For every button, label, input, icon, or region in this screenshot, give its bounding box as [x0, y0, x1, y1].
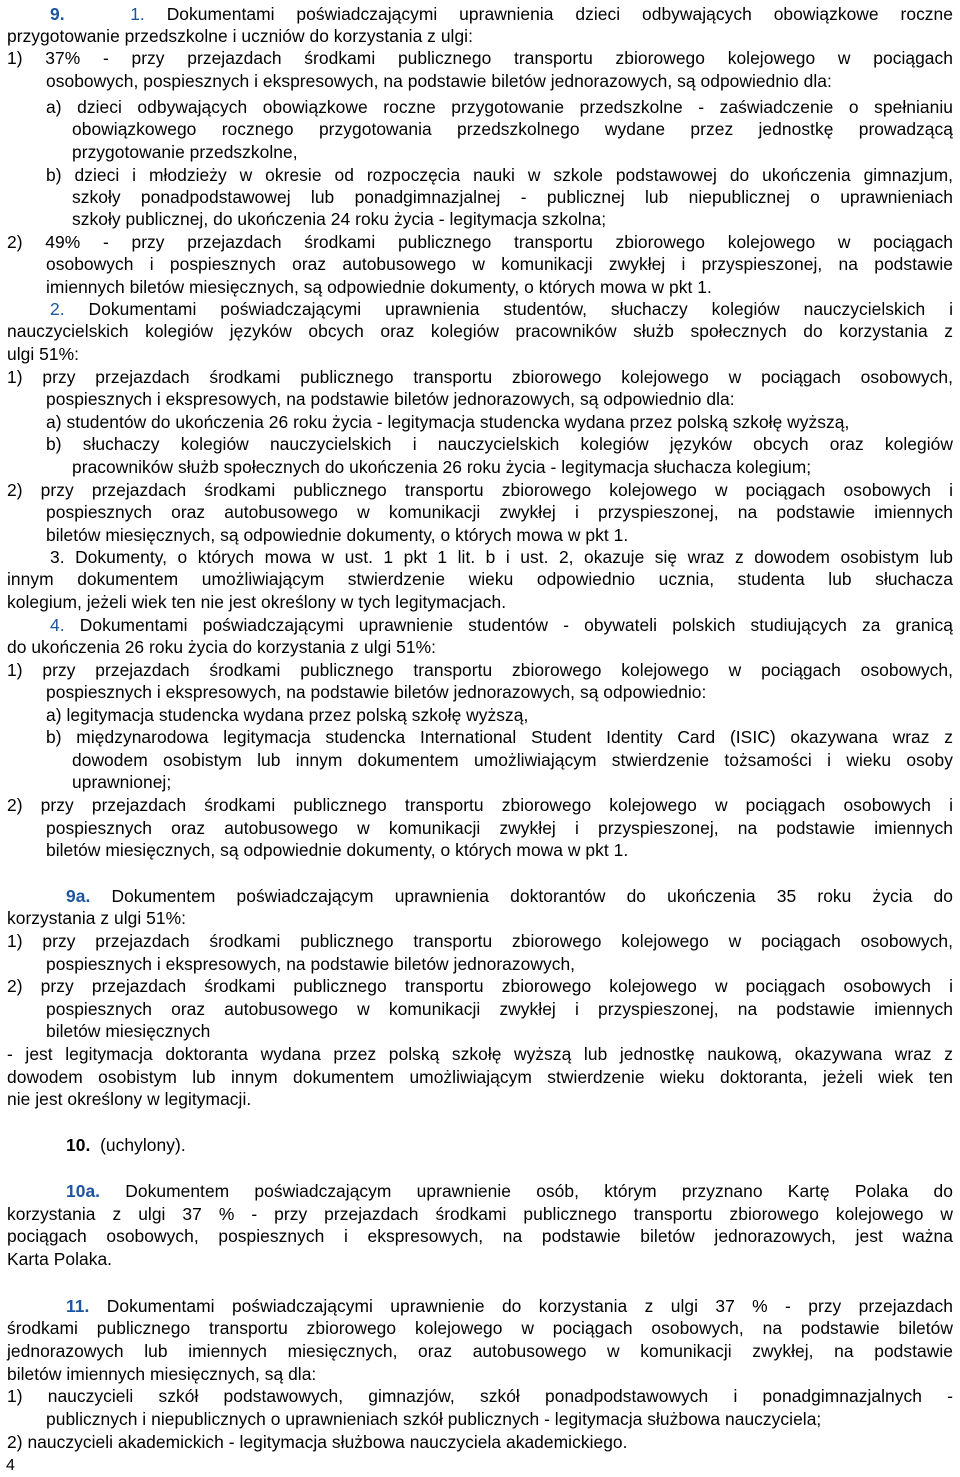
sec9-number: 9.	[50, 4, 65, 24]
sec9-p4-item1a: a) legitymacja studencka wydana przez polską szkołę wyższą,	[46, 705, 529, 725]
sec10a-number: 10a.	[66, 1181, 101, 1201]
sec9-p2-item1b: b) słuchaczy kolegiów nauczycielskich i nauczycielskich kolegiów języków obcych oraz kolegiów	[46, 434, 953, 454]
sec9-p1-text: przygotowanie przedszkolne i uczniów do korzystania z ulgi:	[7, 26, 473, 46]
sec9-p4-item1: 1) przy przejazdach środkami publicznego transportu zbiorowego kolejowego w pociągach osobowych,	[7, 660, 953, 680]
sec9a-number: 9a.	[66, 886, 91, 906]
document-page: 9. 1. Dokumentami poświadczającymi uprawnienia dzieci odbywających obowiązkowe roczne przygotowanie przedszkolne i uczniów do korzystania z ulgi: 1) 37% - przy przejazdach środkami publicznego transportu zbiorowego kolejowego w pociągach osobowych, pospiesznych i ekspresowych, na podstawie biletów jednorazowych, są odpowiednio dla: a) dzieci odbywających obowiązkowe roczne przygotowanie przedszkolne - zaświadczenie o spełnianiu obowiązkowego rocznego przygotowania przedszkolnego wydane przez jednostkę prowadzącą przygotowanie przedszkolne, b) dzieci i młodzieży w okresie od rozpoczęcia nauki w szkole podstawowej do ukończenia gimnazjum, szkoły ponadpodstawowej lub ponadgimnazjalnej - publicznej lub niepublicznej o uprawnieniach szkoły publicznej, do ukończenia 24 roku życia - legitymacja szkolna; 2) 49% - przy przejazdach środkami publicznego transportu zbiorowego kolejowego w pociągach osobowych i pospiesznych oraz autobusowego w komunikacji zwykłej i przyspieszonej, na podstawie imiennych biletów miesięcznych, są odpowiednie dokumenty, o których mowa w pkt 1. 2. Dokumentami poświadczającymi uprawnienia studentów, słuchaczy kolegiów nauczycielskich i nauczycielskich kolegiów języków obcych oraz kolegiów pracowników służb społecznych do korzystania z ulgi 51%: 1) przy przejazdach środkami publicznego transportu zbiorowego kolejowego w pociągach osobowych, pospiesznych i ekspresowych, na podstawie biletów jednorazowych, są odpowiednio dla: a) studentów do ukończenia 26 roku życia - legitymacja studencka wydana przez polską szkołę wyższą, b) słuchaczy kolegiów nauczycielskich i nauczycielskich kolegiów języków obcych oraz kolegiów pracowników służb społecznych do ukończenia 26 roku życia - legitymacja słuchacza kolegium; 2) przy przejazdach środkami publicznego transportu zbiorowego kolejowego w pociągach osobowych i pospiesznych oraz autobusowego w komunikacji zwykłej i przyspieszonej, na podstawie imiennych biletów miesięcznych, są odpowiednie dokumenty, o których mowa w pkt 1. 3. Dokumenty, o których mowa w ust. 1 pkt 1 lit. b i ust. 2, okazuje się wraz z dowodem osobistym lub innym dokumentem umożliwiającym stwierdzenie wieku odpowiednio ucznia, studenta lub słuchacza kolegium, jeżeli wiek ten nie jest określony w tych legitymacjach. 4. Dokumentami poświadczającymi uprawnienie studentów - obywateli polskich studiujących za granicą do ukończenia 26 roku życia do korzystania z ulgi 51%: 1) przy przejazdach środkami publicznego transportu zbiorowego kolejowego w pociągach osobowych, pospiesznych i ekspresowych, na podstawie biletów jednorazowych, są odpowiednio: a) legitymacja studencka wydana przez polską szkołę wyższą, b) międzynarodowa legitymacja studencka International Student Identity Card (ISIC) okazywana wraz z dowodem osobistym lub innym dokumentem umożliwiającym stwierdzenie tożsamości i wieku osoby uprawnionej; 2) przy przejazdach środkami publicznego transportu zbiorowego kolejowego w pociągach osobowych i pospiesznych oraz autobusowego w komunikacji zwykłej i przyspieszonej, na podstawie imiennych biletów miesięcznych, są odpowiednie dokumenty, o których mowa w pkt 1. 9a. Dokumentem poświadczającym uprawnienia doktorantów do ukończenia 35 roku życia do korzystania z ulgi 51%: 1) przy przejazdach środkami publicznego transportu zbiorowego kolejowego w pociągach osobowych, pospiesznych i ekspresowych, na podstawie biletów jednorazowych, 2) przy przejazdach środkami publicznego transportu zbiorowego kolejowego w pociągach osobowych i pospiesznych oraz autobusowego w komunikacji zwykłej i przyspieszonej, na podstawie imiennych biletów miesięcznych - jest legitymacja doktoranta wydana przez polską szkołę wyższą lub jednostkę naukową, okazywana wraz z dowodem osobistym lub innym dokumentem umożliwiającym stwierdzenie wieku doktoranta, jeżeli wiek ten nie jest określony w legitymacji. 10. (uchylony). 10a. Dokumentem poświadczającym uprawnienie osób, którym przyznano Kartę Polaka do korzystania z ulgi 37 % - przy przejazdach środkami publicznego transportu zbiorowego kolejowego w pociągach osobowych, pospiesznych i ekspresowych, na podstawie biletów jednorazowych, jest ważna Karta Polaka. 11. Dokumentami poświadczającymi uprawnienie do korzystania z ulgi 37 % - przy przejazdach środkami publicznego transportu zbiorowego kolejowego w pociągach osobowych, na podstawie biletów jednorazowych lub imiennych miesięcznych, oraz autobusowego w komunikacji zwykłej, na podstawie biletów imiennych miesięcznych, są dla: 1) nauczycieli szkół podstawowych, gimnazjów, szkół ponadpodstawowych i ponadgimnazjalnych - publicznych i niepublicznych o uprawnieniach szkół publicznych - legitymacja służbowa nauczyciela; 2) nauczycieli akademickich - legitymacja służbowa nauczyciela akademickiego. 4	[6, 4, 954, 1474]
sec9-p4-item2: 2) przy przejazdach środkami publicznego transportu zbiorowego kolejowego w pociągach osobowych i	[7, 795, 953, 815]
sec9-p3-text: 3. Dokumenty, o których mowa w ust. 1 pkt 1 lit. b i ust. 2, okazuje się wraz z dowodem osobistym lub	[50, 547, 953, 567]
sec11-number: 11.	[66, 1296, 90, 1316]
sec11-item2: 2) nauczycieli akademickich - legitymacja służbowa nauczyciela akademickiego.	[7, 1432, 628, 1452]
sec9-p1-item2: 2) 49% - przy przejazdach środkami publicznego transportu zbiorowego kolejowego w pociągach	[7, 232, 953, 252]
sec9-p1-number: 1.	[130, 4, 145, 24]
sec10-number: 10.	[66, 1135, 91, 1155]
sec9-p1-item1b: b) dzieci i młodzieży w okresie od rozpoczęcia nauki w szkole podstawowej do ukończenia gimnazjum,	[46, 165, 953, 185]
sec9-p2-line-1: 2. Dokumentami poświadczającymi uprawnienia studentów, słuchaczy kolegiów nauczycielskich i	[50, 299, 954, 319]
sec10-text: (uchylony).	[100, 1135, 186, 1155]
sec11-line-1: 11. Dokumentami poświadczającymi uprawnienie do korzystania z ulgi 37 % - przy przejazdach	[66, 1296, 953, 1316]
sec9-p2-item1: 1) przy przejazdach środkami publicznego transportu zbiorowego kolejowego w pociągach osobowych,	[7, 367, 953, 387]
sec9-p2-item2: 2) przy przejazdach środkami publicznego transportu zbiorowego kolejowego w pociągach osobowych i	[7, 480, 953, 500]
sec9-p1-item1a: a) dzieci odbywających obowiązkowe roczne przygotowanie przedszkolne - zaświadczenie o spełnianiu	[46, 97, 953, 117]
sec10a-line-1: 10a. Dokumentem poświadczającym uprawnienie osób, którym przyznano Kartę Polaka do	[66, 1181, 953, 1201]
sec9a-item1: 1) przy przejazdach środkami publicznego transportu zbiorowego kolejowego w pociągach osobowych,	[7, 931, 953, 951]
sec9a-tail: - jest legitymacja doktoranta wydana przez polską szkołę wyższą lub jednostkę naukową, okazywana wraz z	[7, 1044, 953, 1064]
sec9-p1-item1: 1) 37% - przy przejazdach środkami publicznego transportu zbiorowego kolejowego w pociągach	[7, 48, 953, 68]
sec9-p2-number: 2.	[50, 299, 65, 319]
sec9a-line-1: 9a. Dokumentem poświadczającym uprawnienia doktorantów do ukończenia 35 roku życia do	[66, 886, 953, 906]
sec9-p4-item1b: b) międzynarodowa legitymacja studencka International Student Identity Card (ISIC) okazywana wraz z	[46, 727, 953, 747]
sec9-p4-number: 4.	[50, 615, 65, 635]
sec10-line	[66, 1135, 186, 1155]
sec9-p2-item1a: a) studentów do ukończenia 26 roku życia - legitymacja studencka wydana przez polską szkołę wyższą,	[46, 412, 850, 432]
sec9-p4-line-1: 4. Dokumentami poświadczającymi uprawnienie studentów - obywateli polskich studiujących za granicą	[50, 615, 953, 635]
sec9-line-1: 9. 1. Dokumentami poświadczającymi uprawnienia dzieci odbywających obowiązkowe roczne	[50, 4, 953, 24]
sec9a-item2: 2) przy przejazdach środkami publicznego transportu zbiorowego kolejowego w pociągach osobowych i	[7, 976, 953, 996]
sec11-item1: 1) nauczycieli szkół podstawowych, gimnazjów, szkół ponadpodstawowych i ponadgimnazjalnych -	[7, 1386, 953, 1406]
page-number: 4	[6, 1457, 15, 1474]
